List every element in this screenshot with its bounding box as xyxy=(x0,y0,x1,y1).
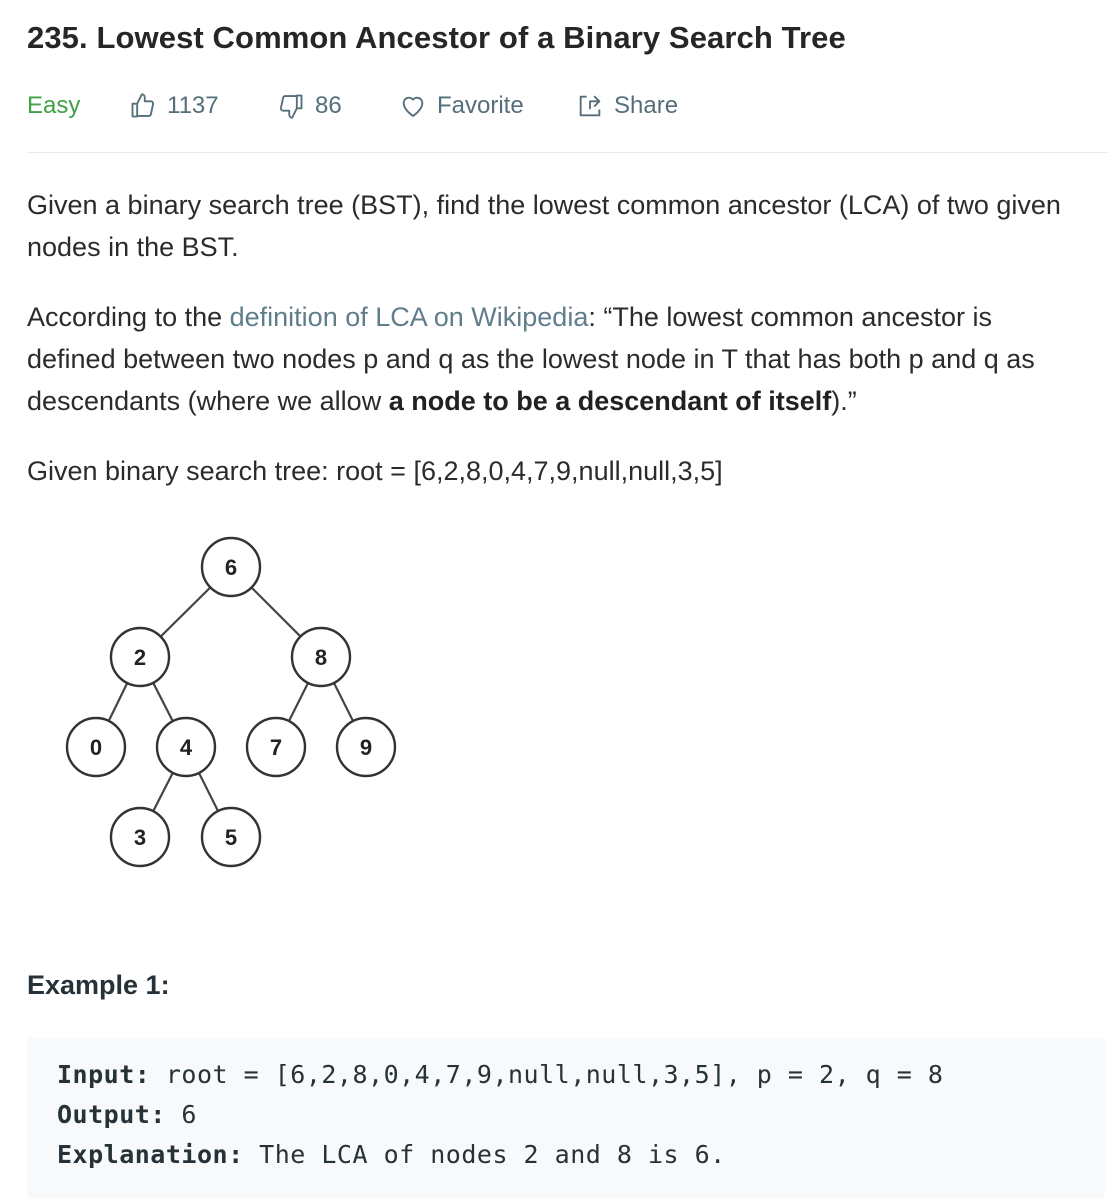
svg-text:0: 0 xyxy=(89,735,103,760)
svg-text:2: 2 xyxy=(133,645,147,670)
heart-icon xyxy=(399,92,427,120)
header-divider xyxy=(27,152,1107,153)
tree-node-3 xyxy=(111,808,169,866)
example-output-line xyxy=(57,1100,197,1129)
input-value: root = [6,2,8,0,4,7,9,null,null,3,5], p = 2, q = 8 xyxy=(150,1060,944,1089)
example-explanation-line xyxy=(57,1140,726,1169)
tree-node-9 xyxy=(337,718,395,776)
output-value: 6 xyxy=(165,1100,197,1129)
example-1-heading: Example 1: xyxy=(27,970,170,1000)
thumbs-up-icon xyxy=(129,92,157,120)
definition-prefix: According to the xyxy=(27,302,230,332)
svg-text:7: 7 xyxy=(269,735,283,760)
wikipedia-lca-link[interactable]: definition of LCA on Wikipedia xyxy=(229,302,589,332)
svg-text:9: 9 xyxy=(359,735,373,760)
svg-text:4: 4 xyxy=(179,735,193,760)
input-label: Input: xyxy=(57,1060,151,1089)
tree-node-7 xyxy=(247,718,305,776)
tree-node-8 xyxy=(292,628,350,686)
share-label: Share xyxy=(614,92,679,119)
output-label: Output: xyxy=(57,1100,166,1129)
like-button[interactable] xyxy=(129,86,219,126)
definition-suffix: ).” xyxy=(831,386,857,416)
svg-text:6: 6 xyxy=(224,555,238,580)
thumbs-down-icon xyxy=(277,92,305,120)
favorite-label: Favorite xyxy=(437,92,524,119)
problem-title: 235. Lowest Common Ancestor of a Binary Search Tree xyxy=(27,20,846,55)
explanation-label: Explanation: xyxy=(57,1140,244,1169)
description-paragraph-1: Given a binary search tree (BST), find the lowest common ancestor (LCA) of two given nodes in the BST. xyxy=(27,190,1061,262)
example-input-line xyxy=(57,1060,943,1089)
share-button[interactable] xyxy=(576,86,678,126)
description-paragraph-3: Given binary search tree: root = [6,2,8,0,4,7,9,null,null,3,5] xyxy=(27,456,723,486)
definition-emphasis: a node to be a descendant of itself xyxy=(388,386,832,416)
description-paragraph-2 xyxy=(27,296,1087,422)
svg-text:8: 8 xyxy=(314,645,328,670)
explanation-value: The LCA of nodes 2 and 8 is 6. xyxy=(243,1140,726,1169)
tree-node-5 xyxy=(202,808,260,866)
definition-body: : “The lowest common ancestor is defined between two nodes p and q as the lowest node in T that has both p and q as descendants (where we allow xyxy=(27,302,1035,416)
example-1-code-block xyxy=(27,1038,1105,1198)
svg-text:5: 5 xyxy=(224,825,238,850)
svg-text:3: 3 xyxy=(133,825,147,850)
like-count: 1137 xyxy=(167,92,219,119)
tree-node-6 xyxy=(202,538,260,596)
share-icon xyxy=(576,92,604,120)
dislike-count: 86 xyxy=(315,92,342,119)
problem-meta-bar xyxy=(27,86,1107,126)
tree-node-2 xyxy=(111,628,169,686)
bst-diagram xyxy=(60,530,420,880)
difficulty-badge: Easy xyxy=(27,92,81,119)
tree-node-4 xyxy=(157,718,215,776)
tree-node-0 xyxy=(67,718,125,776)
favorite-button[interactable] xyxy=(399,86,524,126)
dislike-button[interactable] xyxy=(277,86,342,126)
